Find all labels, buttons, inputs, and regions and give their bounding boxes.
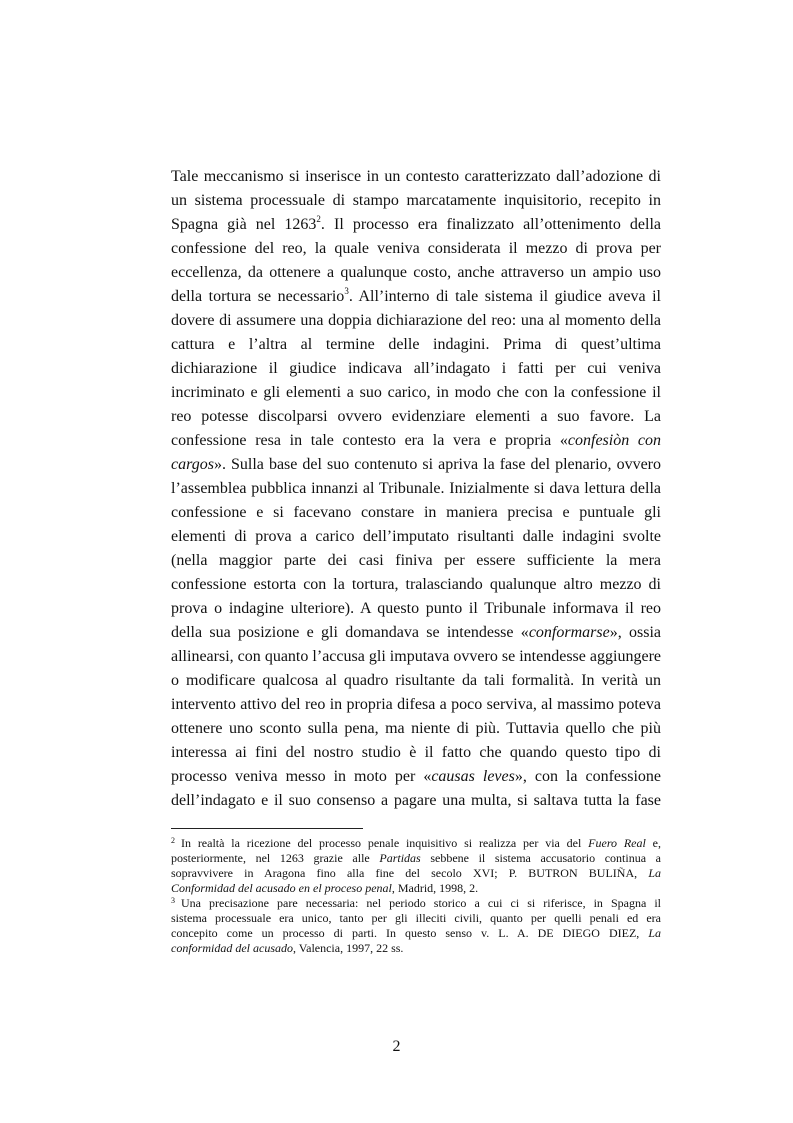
- text-line: o modificare qualcosa al quadro risultante da tali formalità. In verità un: [171, 672, 661, 689]
- text-line: confessione del reo, la quale veniva considerata il mezzo di prova per: [171, 240, 661, 257]
- text-line: della tortura se necessario$^3$. All’interno di tale sistema il giudice aveva il: [171, 285, 662, 305]
- text-line: un sistema processuale di stampo marcatamente inquisitorio, recepito in: [171, 192, 661, 209]
- footnote-line: posteriormente, nel 1263 grazie alle Partidas sebbene il sistema accusatorio continua a: [171, 851, 661, 865]
- footnote-number: 3: [171, 896, 175, 905]
- text-line: eccellenza, da ottenere a qualunque costo, anche attraverso un ampio uso: [171, 264, 661, 281]
- text-line: Tale meccanismo si inserisce in un contesto caratterizzato dall’adozione di: [171, 168, 661, 185]
- text-line: ottenere uno sconto sulla pena, ma niente di più. Tuttavia quello che più: [171, 720, 661, 737]
- body-paragraph: [171, 165, 661, 813]
- text-line: l’assemblea pubblica innanzi al Tribunale. Inizialmente si dava lettura della: [171, 480, 661, 497]
- footnote-ref-3[interactable]: 3: [344, 285, 349, 296]
- text-line: Spagna già nel 1263$^2$. Il processo era finalizzato all’ottenimento della: [171, 213, 661, 233]
- page-number: 2: [392, 1038, 401, 1055]
- footnote-line: sistema processuale era unico, tanto per gli illeciti civili, quanto per quelli penali ed era: [171, 911, 661, 925]
- footnote-line: conformidad del acusado, Valencia, 1997, 22 ss.: [171, 941, 404, 955]
- text-line: processo veniva messo in moto per «causas leves», con la confessione: [171, 768, 662, 785]
- text-line: della sua posizione e gli domandava se intendesse «conformarse», ossia: [171, 624, 661, 641]
- footnote-line: sopravvivere in Aragona fino alla fine del secolo XVI; P. BUTRON BULIÑA, La: [171, 866, 661, 880]
- footnote-separator: [171, 828, 363, 829]
- footnote-line: $^3$ Una precisazione pare necessaria: nel periodo storico a cui ci si riferisce, in Spagna il: [171, 896, 661, 910]
- text-line: intervento attivo del reo in propria difesa a poco serviva, al massimo poteva: [171, 696, 661, 713]
- footnote-number: 2: [171, 836, 175, 845]
- text-line: dell’indagato e il suo consenso a pagare una multa, si saltava tutta la fase: [171, 792, 661, 809]
- text-line: incriminato e gli elementi a suo carico, in modo che con la confessione il: [171, 384, 661, 401]
- footnotes: [171, 836, 661, 956]
- text-line: confessione estorta con la tortura, tralasciando qualunque altro mezzo di: [171, 576, 661, 593]
- text-line: confessione e si facevano constare in maniera precisa e puntuale gli: [171, 504, 661, 521]
- text-line: elementi di prova a carico dell’imputato risultanti dalle indagini svolte: [171, 528, 661, 545]
- footnote-2: [171, 836, 661, 896]
- text-line: reo potesse discolparsi ovvero evidenziare elementi a suo favore. La: [171, 408, 661, 425]
- footnote-line: Conformidad del acusado en el proceso penal, Madrid, 1998, 2.: [171, 881, 479, 895]
- footnote-3: [171, 896, 661, 956]
- footnote-line: $^2$ In realtà la ricezione del processo penale inquisitivo si realizza per via del Fuero Real e,: [171, 836, 662, 850]
- text-line: dichiarazione il giudice indicava all’indagato i fatti per cui veniva: [171, 360, 661, 377]
- text-line: (nella maggior parte dei casi finiva per essere sufficiente la mera: [171, 552, 661, 569]
- text-line: cattura e l’altra al termine delle indagini. Prima di quest’ultima: [171, 336, 661, 353]
- footnote-ref-2[interactable]: 2: [316, 213, 321, 224]
- text-line: prova o indagine ulteriore). A questo punto il Tribunale informava il reo: [171, 600, 661, 617]
- text-line: dovere di assumere una doppia dichiarazione del reo: una al momento della: [171, 312, 661, 329]
- text-line: interessa ai fini del nostro studio è il fatto che quando questo tipo di: [171, 744, 661, 761]
- footnote-line: concepito come un processo di parti. In questo senso v. L. A. DE DIEGO DIEZ, La: [171, 926, 661, 940]
- text-line: cargos». Sulla base del suo contenuto si apriva la fase del plenario, ovvero: [171, 456, 661, 473]
- text-line: confessione resa in tale contesto era la vera e propria «confesiòn con: [171, 432, 662, 449]
- text-line: allinearsi, con quanto l’accusa gli imputava ovvero se intendesse aggiungere: [171, 648, 661, 665]
